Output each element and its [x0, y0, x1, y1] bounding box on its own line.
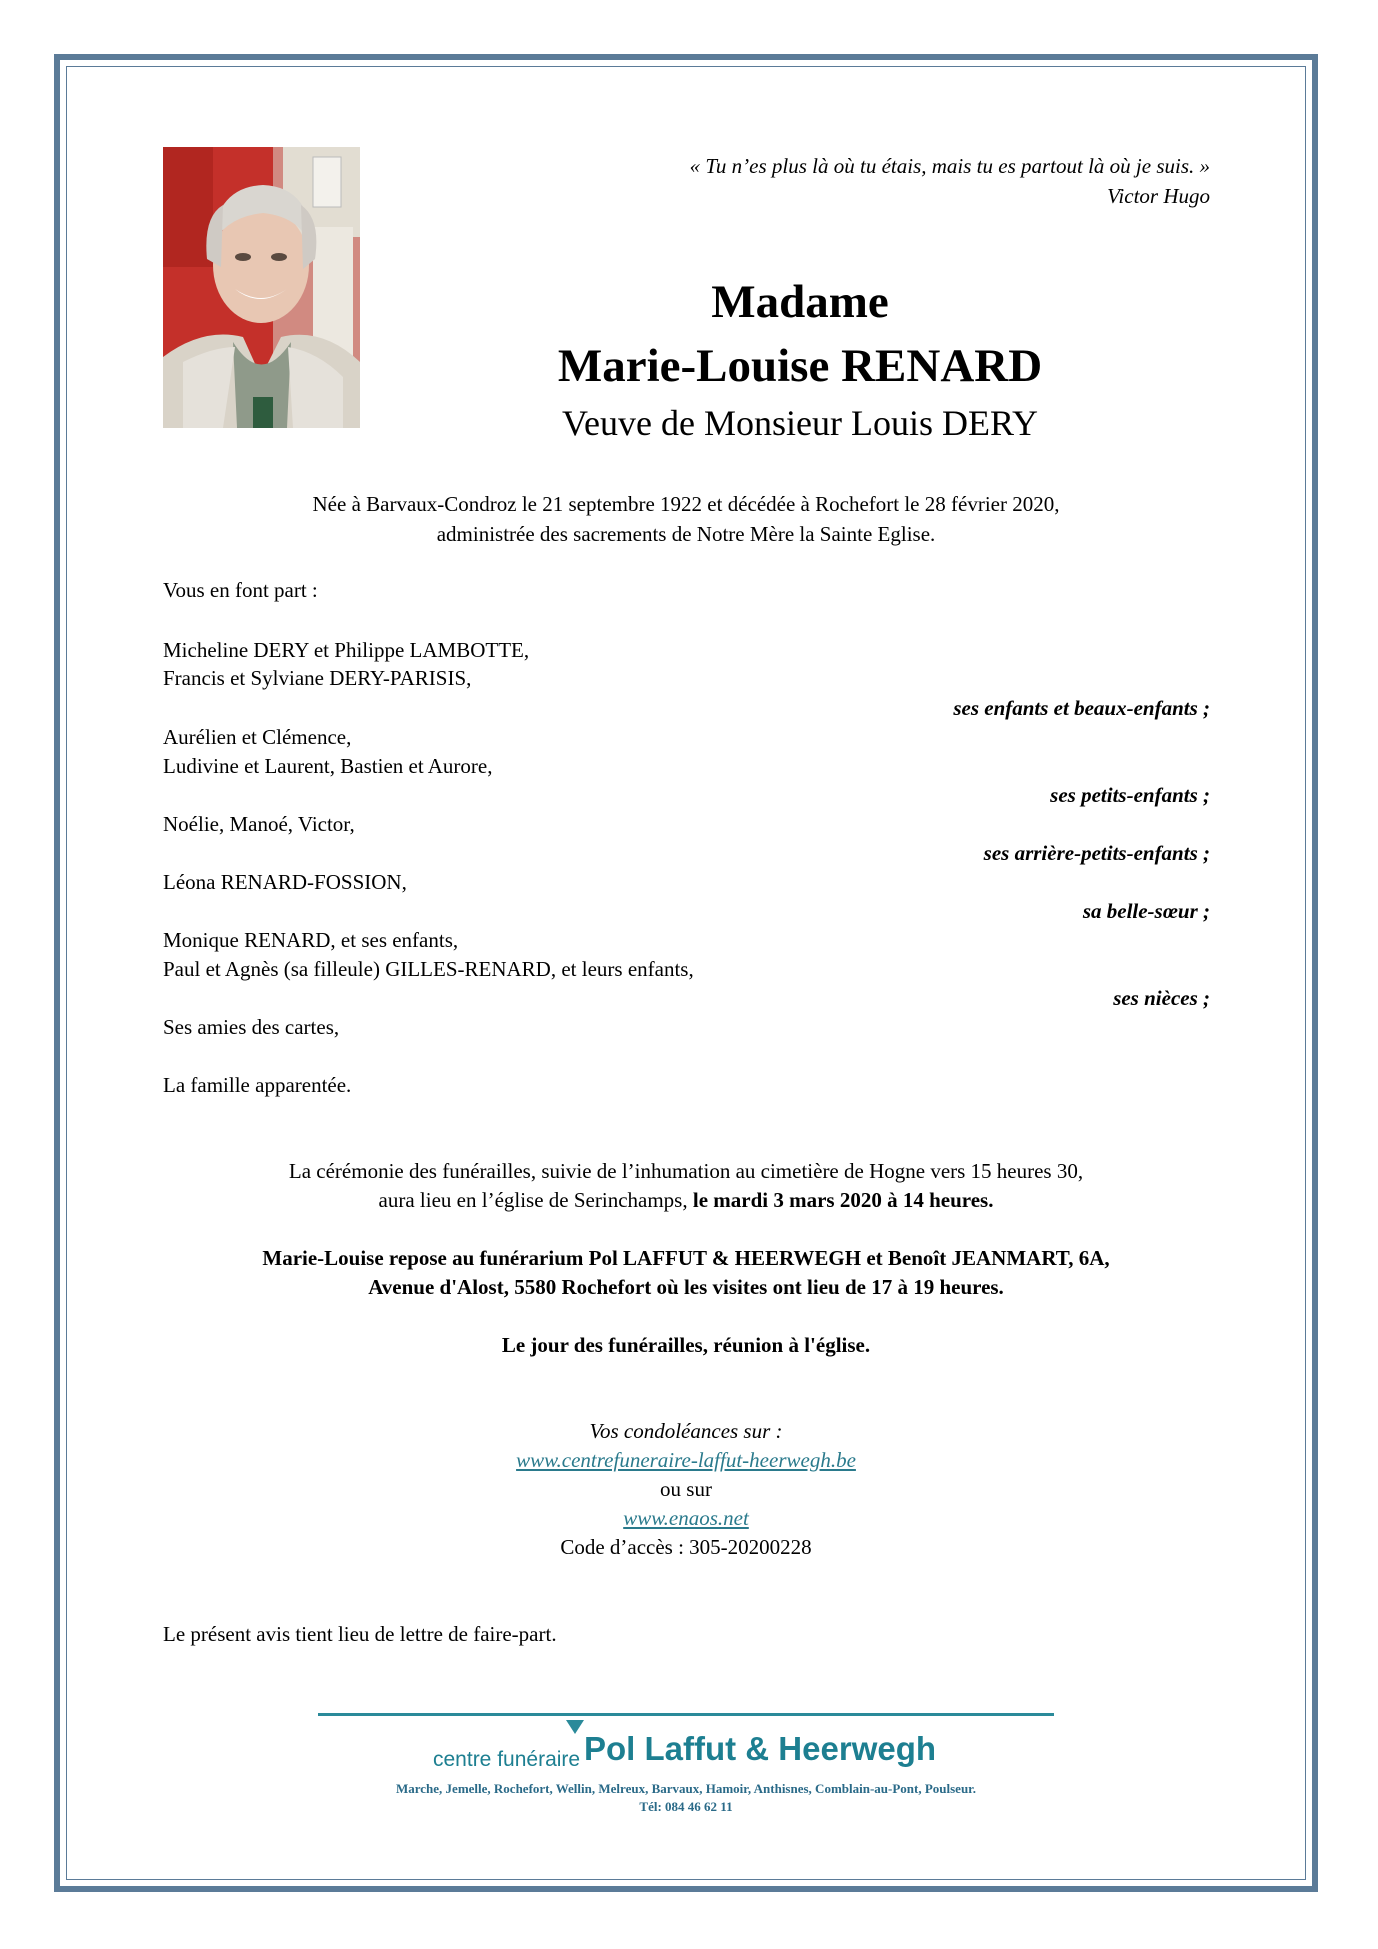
family-niece-1: Monique RENARD, et ses enfants, — [163, 928, 459, 952]
birth-death-line-2: administrée des sacrements de Notre Mère la Sainte Eglise. — [436, 522, 936, 546]
portrait-photo — [163, 147, 360, 428]
family-great-1: Noélie, Manoé, Victor, — [163, 812, 355, 836]
family-sister-label: sa belle-sœur ; — [1082, 899, 1210, 923]
logo-towns: Marche, Jemelle, Rochefort, Wellin, Melreux, Barvaux, Hamoir, Anthisnes, Comblain-au-Pont, Poulseur. — [395, 1781, 977, 1796]
ceremony-date: le mardi 3 mars 2020 à 14 heures. — [692, 1188, 994, 1212]
ceremony-line-1: La cérémonie des funérailles, suivie de l’inhumation au cimetière de Hogne vers 15 heures 30, — [288, 1159, 1084, 1183]
family-children-label: ses enfants et beaux-enfants ; — [953, 696, 1210, 720]
family-grand-1: Aurélien et Clémence, — [163, 725, 352, 749]
quote-author: Victor Hugo — [1107, 184, 1210, 208]
family-grand-2: Ludivine et Laurent, Bastien et Aurore, — [163, 754, 493, 778]
meeting-text: Le jour des funérailles, réunion à l'église. — [501, 1333, 871, 1357]
family-sister-1: Léona RENARD-FOSSION, — [163, 870, 407, 894]
family-niece-label: ses nièces ; — [1113, 986, 1210, 1010]
announce-text: Vous en font part : — [163, 578, 318, 602]
quote-text: « Tu n’es plus là où tu étais, mais tu es partout là où je suis. » — [689, 154, 1210, 178]
footer-divider — [318, 1713, 1054, 1716]
condolences-label: Vos condoléances sur : — [589, 1419, 783, 1443]
notice-text: Le présent avis tient lieu de lettre de faire-part. — [163, 1622, 557, 1646]
condolences-link-2[interactable]: www.enaos.net — [623, 1506, 749, 1530]
logo-brand: Pol Laffut & Heerwegh — [584, 1730, 937, 1767]
family-grand-label: ses petits-enfants ; — [1050, 783, 1210, 807]
repose-line-2: Avenue d'Alost, 5580 Rochefort où les visites ont lieu de 17 à 19 heures. — [368, 1275, 1004, 1299]
repose-line-1: Marie-Louise repose au funérarium Pol LAFFUT & HEERWEGH et Benoît JEANMART, 6A, — [262, 1246, 1110, 1270]
access-code: Code d’accès : 305-20200228 — [560, 1535, 812, 1559]
family-niece-2: Paul et Agnès (sa filleule) GILLES-RENARD, et leurs enfants, — [163, 957, 694, 981]
quote-block — [690, 151, 1210, 211]
condolences-or: ou sur — [660, 1477, 712, 1501]
salutation: Madame — [711, 276, 889, 328]
condolences-link-1[interactable]: www.centrefuneraire-laffut-heerwegh.be — [516, 1448, 856, 1472]
birth-death-line-1: Née à Barvaux-Condroz le 21 septembre 1922 et décédée à Rochefort le 28 février 2020, — [312, 492, 1060, 516]
deceased-name: Marie-Louise RENARD — [557, 340, 1043, 392]
logo-triangle-icon — [566, 1720, 584, 1734]
family-relatives: La famille apparentée. — [163, 1073, 352, 1097]
ceremony-line-2-prefix: aura lieu en l’église de Serinchamps, — [378, 1188, 693, 1212]
family-friends: Ses amies des cartes, — [163, 1015, 340, 1039]
family-children-1: Micheline DERY et Philippe LAMBOTTE, — [163, 638, 530, 662]
condolences-link-1-row — [163, 1445, 1209, 1475]
family-great-label: ses arrière-petits-enfants ; — [983, 841, 1210, 865]
condolences-link-2-row — [163, 1503, 1209, 1533]
family-children-2: Francis et Sylviane DERY-PARISIS, — [163, 666, 472, 690]
widow-of: Veuve de Monsieur Louis DERY — [562, 403, 1038, 443]
logo-small-text: centre funéraire — [433, 1748, 581, 1771]
ceremony-line-2 — [163, 1185, 1209, 1215]
logo-tel: Tél: 084 46 62 11 — [639, 1799, 733, 1814]
